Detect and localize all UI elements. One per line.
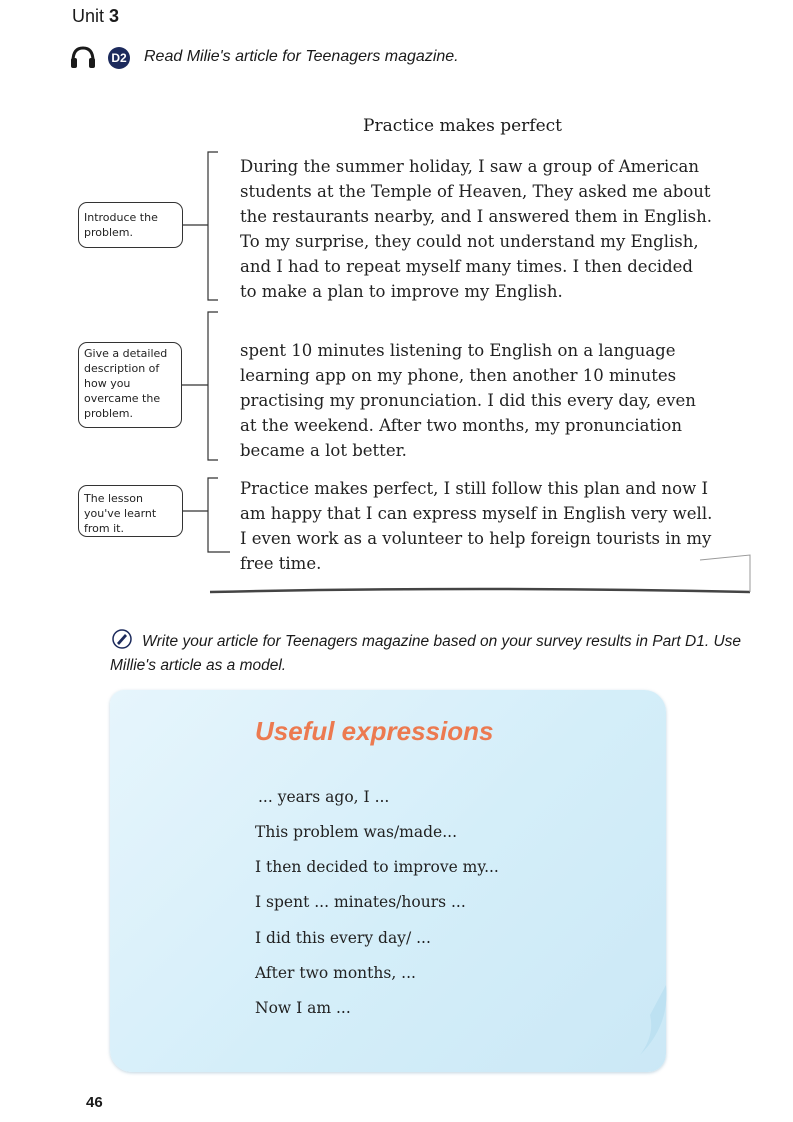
expression-item: I spent ... minates/hours ... [255, 893, 466, 911]
d2-badge: D2 [108, 47, 130, 69]
label-lesson-learnt: The lesson you've learnt from it. [78, 485, 183, 537]
expression-item: Now I am ... [255, 999, 351, 1017]
expression-item: I then decided to improve my... [255, 858, 499, 876]
useful-expressions-title: Useful expressions [255, 716, 494, 746]
article-paragraph-2: spent 10 minutes listening to English on a language learning app on my phone, then another 10 minutes practising my pronunciation. I did this every day, even at the weekend. After two months, my pronunciation became a lot better. [240, 341, 696, 460]
label-detailed-description: Give a detailed description of how you overcame the problem. [78, 342, 182, 428]
expression-item: ... years ago, I ... [258, 788, 390, 806]
expression-item: This problem was/made... [255, 823, 457, 841]
instruction-read: Read Milie's article for Teenagers magazine. [144, 48, 459, 65]
unit-number: 3 [109, 6, 120, 26]
article-title: Practice makes perfect [363, 116, 562, 136]
instruction-write-text: Write your article for Teenagers magazine based on your survey results in Part D1. Use Millie's article as a model. [110, 633, 742, 674]
page-curl [620, 985, 670, 1065]
expression-item: I did this every day/ ... [255, 929, 431, 947]
useful-expressions-box [110, 690, 666, 1072]
instruction-write [110, 630, 770, 678]
article-paragraph-1: During the summer holiday, I saw a group of American students at the Temple of Heaven, They asked me about the restaurants nearby, and I answered them in English. To my surprise, they could not understand my English, and I had to repeat myself many times. I then decided to make a plan to improve my English. [240, 157, 712, 301]
label-introduce-problem: Introduce the problem. [78, 202, 183, 248]
expression-item: After two months, ... [255, 964, 416, 982]
article-paragraph-3: Practice makes perfect, I still follow this plan and now I am happy that I can express myself in English very well. I even work as a volunteer to help foreign tourists in my free time. [240, 479, 713, 573]
unit-label: Unit [72, 6, 105, 26]
page-number: 46 [86, 1094, 103, 1111]
